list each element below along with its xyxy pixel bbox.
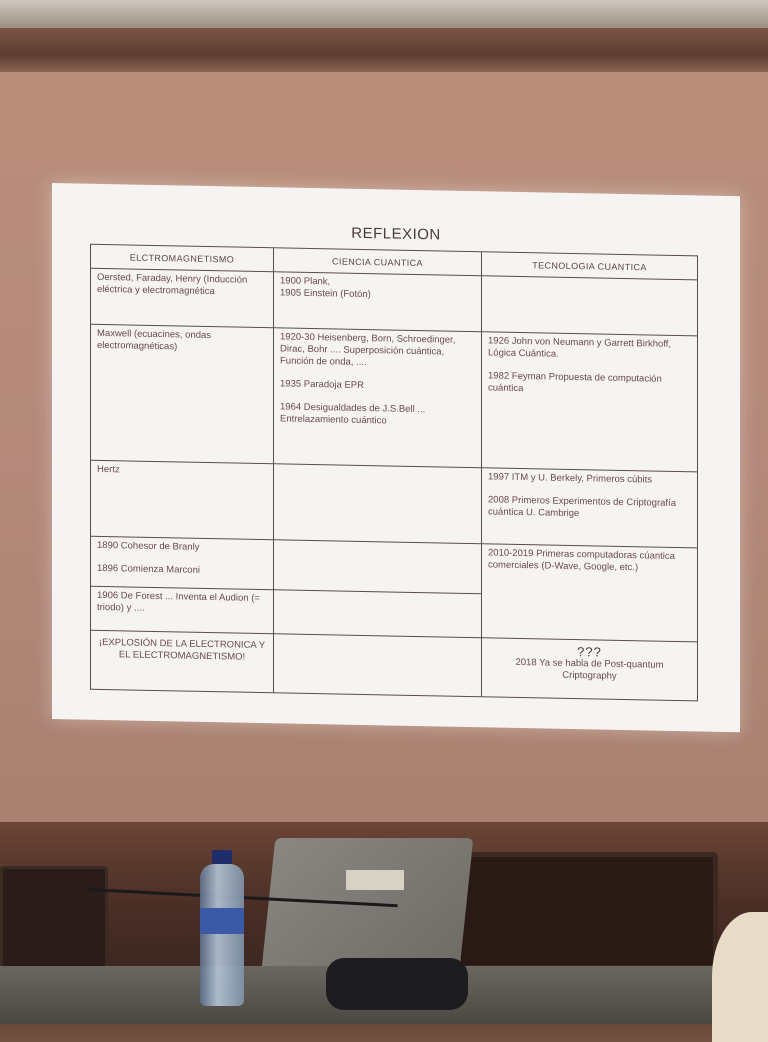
table-cell bbox=[91, 461, 274, 541]
cell-text: 1982 Feyman Propuesta de computación cuántica bbox=[488, 370, 662, 395]
cell-text: 1890 Cohesor de Branly bbox=[97, 539, 200, 553]
table-cell bbox=[482, 276, 697, 336]
table-cell bbox=[91, 269, 274, 329]
microphone-base bbox=[326, 958, 468, 1010]
cell-text: 2010-2019 Primeras computadoras cúantica comerciales (D-Wave, Google, etc.) bbox=[488, 547, 675, 574]
table-cell bbox=[91, 631, 274, 693]
table-cell bbox=[482, 332, 697, 472]
cell-text: 1935 Paradoja EPR bbox=[280, 378, 364, 391]
cell-text: 1900 Plank, bbox=[280, 275, 331, 288]
projected-slide bbox=[52, 183, 740, 732]
table-cell bbox=[274, 634, 482, 696]
cell-text: Maxwell (ecuacines, ondas electromagnéticas) bbox=[97, 327, 212, 353]
table-cell bbox=[482, 638, 697, 700]
header-quantum-technology: TECNOLOGIA CUANTICA bbox=[482, 252, 697, 280]
header-quantum-science: CIENCIA CUANTICA bbox=[274, 248, 482, 276]
header-electromagnetism: ELCTROMAGNETISMO bbox=[91, 245, 274, 273]
cell-text: 1926 John von Neumann y Garrett Birkhoff, Lógica Cuántica. bbox=[488, 335, 672, 360]
screen-housing bbox=[0, 28, 768, 72]
cell-text: Hertz bbox=[97, 463, 120, 476]
ceiling bbox=[0, 0, 768, 28]
table-cell bbox=[274, 272, 482, 332]
cell-text: ??? bbox=[577, 644, 602, 660]
water-bottle bbox=[198, 850, 246, 1006]
table-cell bbox=[274, 328, 482, 468]
slide-title: REFLEXION bbox=[351, 224, 441, 244]
cell-text: ¡EXPLOSIÓN DE LA ELECTRONICA Y EL ELECTROMAGNETISMO! bbox=[98, 636, 266, 663]
cell-text: 2018 Ya se habla de Post-quantum Criptography bbox=[515, 656, 664, 682]
table-cell bbox=[274, 590, 482, 638]
table-cell bbox=[91, 325, 274, 465]
table-cell bbox=[91, 537, 274, 591]
table-cell bbox=[274, 540, 482, 594]
table-cell bbox=[274, 464, 482, 544]
cell-text: Oersted, Faraday, Henry (Inducción eléctrica y electromagnética bbox=[97, 271, 248, 298]
cell-text: 1905 Einstein (Fotón) bbox=[280, 287, 371, 301]
history-table bbox=[90, 244, 698, 702]
laptop-sticker bbox=[346, 870, 404, 890]
table-cell bbox=[482, 468, 697, 548]
cell-text: 1920-30 Heisenberg, Born, Schroedinger, Dirac, Bohr .... Superposición cuántica, Función de onda, .... bbox=[280, 331, 456, 369]
cell-text: 2008 Primeros Experimentos de Criptografía cuántica U. Cambrige bbox=[488, 494, 676, 520]
laptop bbox=[261, 838, 474, 978]
cell-text: 1906 De Forest ... Inventa el Audion (= triodo) y .... bbox=[97, 589, 260, 614]
chair-right bbox=[456, 852, 718, 970]
cell-text: 1964 Desigualdades de J.S.Bell ... Entrelazamiento cuántico bbox=[280, 401, 426, 427]
table-cell bbox=[482, 544, 697, 642]
cell-text: 1997 ITM y U. Berkely, Primeros cúbits bbox=[488, 471, 653, 486]
cell-text: 1896 Comienza Marconi bbox=[97, 562, 200, 576]
table-cell bbox=[91, 587, 274, 635]
